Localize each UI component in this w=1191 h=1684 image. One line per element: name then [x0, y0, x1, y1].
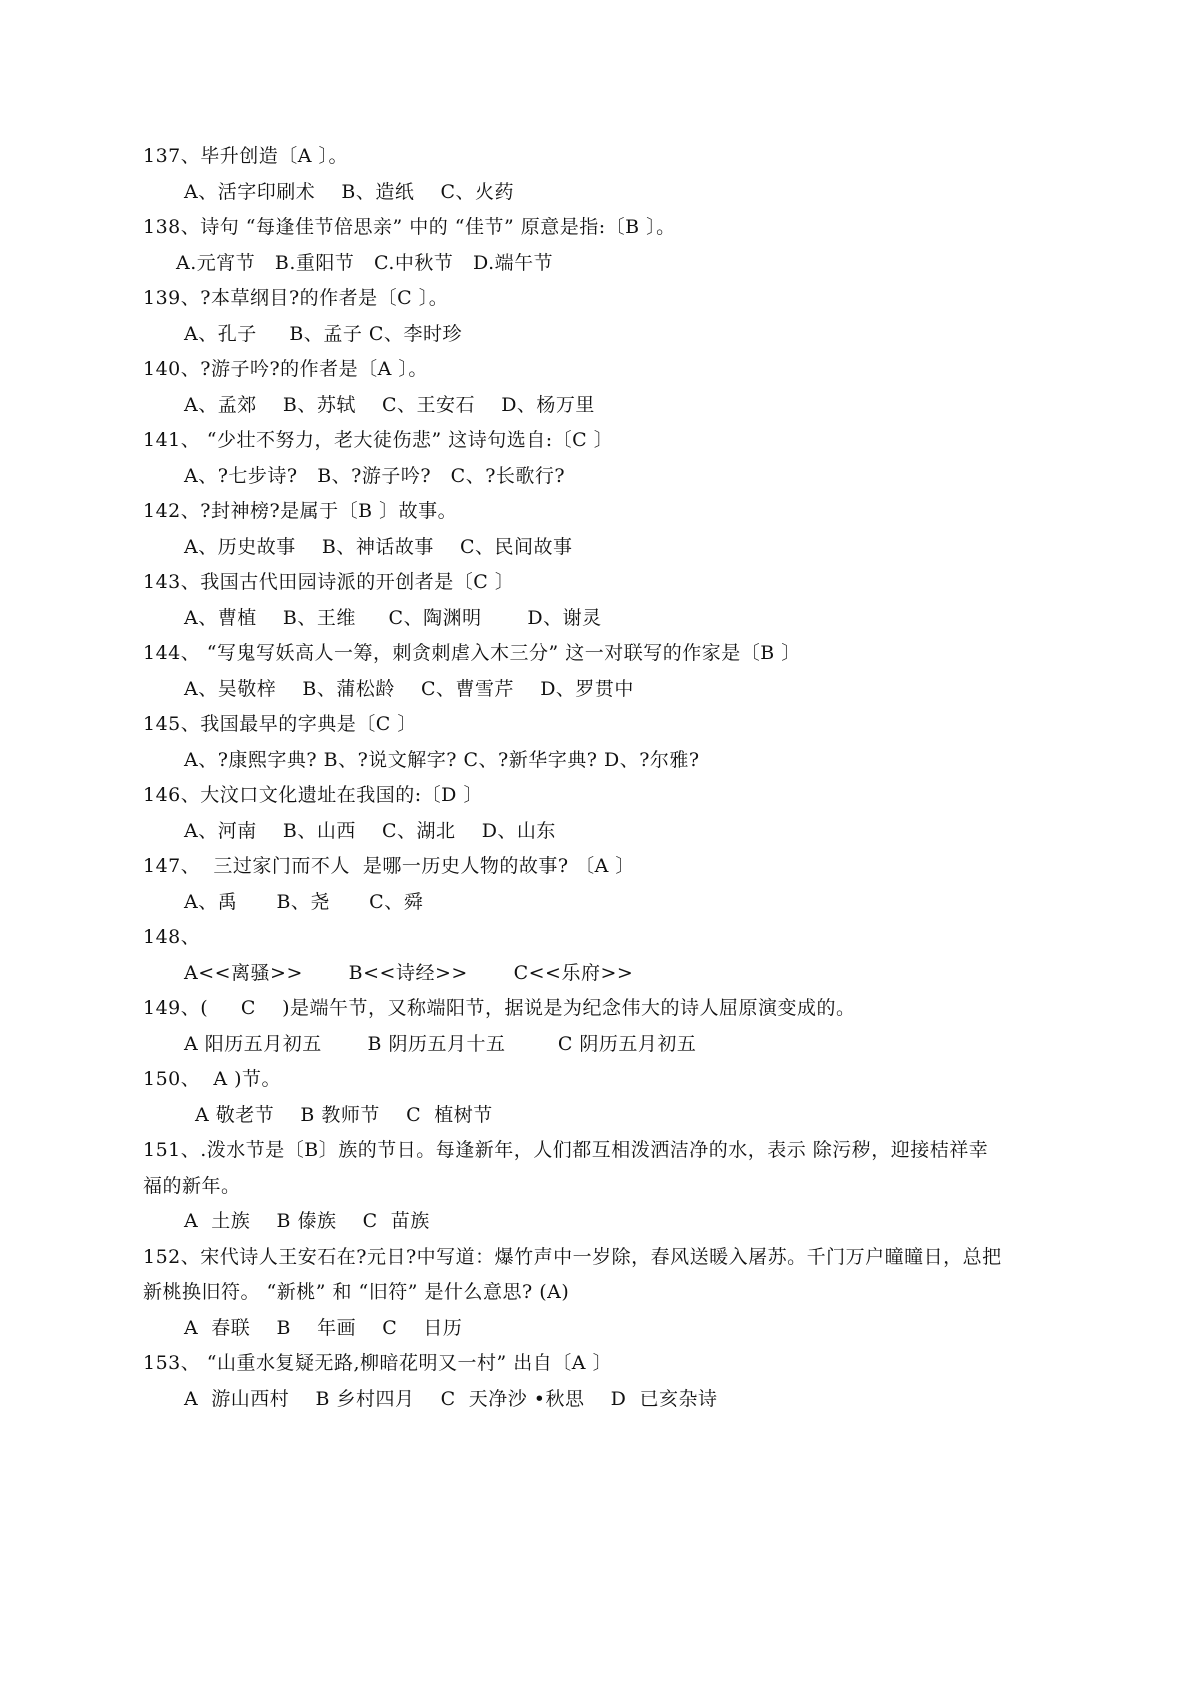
options-146: A、河南 B、山西 C、湖北 D、山东: [184, 820, 556, 842]
question-147: 147、 三过家门而不人 是哪一历史人物的故事? 〔A 〕: [143, 855, 635, 877]
options-149: A 阳历五月初五 B 阴历五月十五 C 阴历五月初五: [184, 1033, 697, 1055]
question-141: 141、 “少壮不努力，老大徒伤悲” 这诗句选自:〔C 〕: [143, 429, 614, 451]
question-140: 140、?游子吟?的作者是〔A 〕。: [143, 358, 428, 380]
options-152: A 春联 B 年画 C 日历: [184, 1317, 463, 1339]
options-153: A 游山西村 B 乡村四月 C 天净沙 •秋思 D 已亥杂诗: [184, 1388, 718, 1410]
options-137: A、活字印刷术 B、造纸 C、火药: [184, 181, 515, 203]
options-145: A、?康熙字典? B、?说文解字? C、?新华字典? D、?尔雅?: [184, 749, 700, 771]
question-152-cont: 新桃换旧符。 “新桃” 和 “旧符” 是什么意思? (A): [143, 1281, 570, 1303]
question-151: 151、.泼水节是〔B〕族的节日。每逢新年，人们都互相泼洒洁净的水，表示 除污秽，迎接桔祥幸: [143, 1139, 989, 1161]
question-137: 137、毕升创造〔A 〕。: [143, 145, 349, 167]
question-139: 139、?本草纲目?的作者是〔C 〕。: [143, 287, 449, 309]
options-139: A、孔子 B、孟子 C、李时珍: [184, 323, 462, 345]
question-144: 144、 “写鬼写妖高人一筹，刺贪刺虐入木三分” 这一对联写的作家是〔B 〕: [143, 642, 801, 664]
question-149: 149、( C )是端午节，又称端阳节，据说是为纪念伟大的诗人屈原演变成的。: [143, 997, 856, 1019]
question-138: 138、诗句 “每逢佳节倍思亲” 中的 “佳节” 原意是指:〔B 〕。: [143, 216, 676, 238]
question-142: 142、?封神榜?是属于〔B 〕故事。: [143, 500, 458, 522]
question-146: 146、大汶口文化遗址在我国的:〔D 〕: [143, 784, 483, 806]
question-153: 153、 “山重水复疑无路,柳暗花明又一村” 出自〔A 〕: [143, 1352, 613, 1374]
options-148: A<<离骚>> B<<诗经>> C<<乐府>>: [184, 962, 634, 984]
question-148: 148、: [143, 926, 201, 948]
question-143: 143、我国古代田园诗派的开创者是〔C 〕: [143, 571, 515, 593]
options-142: A、历史故事 B、神话故事 C、民间故事: [184, 536, 573, 558]
question-150: 150、 A )节。: [143, 1068, 282, 1090]
question-151-cont: 福的新年。: [143, 1175, 241, 1197]
options-140: A、孟郊 B、苏轼 C、王安石 D、杨万里: [184, 394, 595, 416]
options-144: A、吴敬梓 B、蒲松龄 C、曹雪芹 D、罗贯中: [184, 678, 634, 700]
options-151: A 土族 B 傣族 C 苗族: [184, 1210, 430, 1232]
options-147: A、禹 B、尧 C、舜: [184, 891, 424, 913]
question-145: 145、我国最早的字典是〔C 〕: [143, 713, 417, 735]
options-150: A 敬老节 B 教师节 C 植树节: [195, 1104, 493, 1126]
options-143: A、曹植 B、王维 C、陶渊明 D、谢灵: [184, 607, 602, 629]
options-141: A、?七步诗? B、?游子吟? C、?长歌行?: [184, 465, 566, 487]
options-138: A.元宵节 B.重阳节 C.中秋节 D.端午节: [176, 252, 554, 274]
question-152: 152、宋代诗人王安石在?元日?中写道：爆竹声中一岁除，春风送暖入屠苏。千门万户曈曈日，总把: [143, 1246, 1002, 1268]
